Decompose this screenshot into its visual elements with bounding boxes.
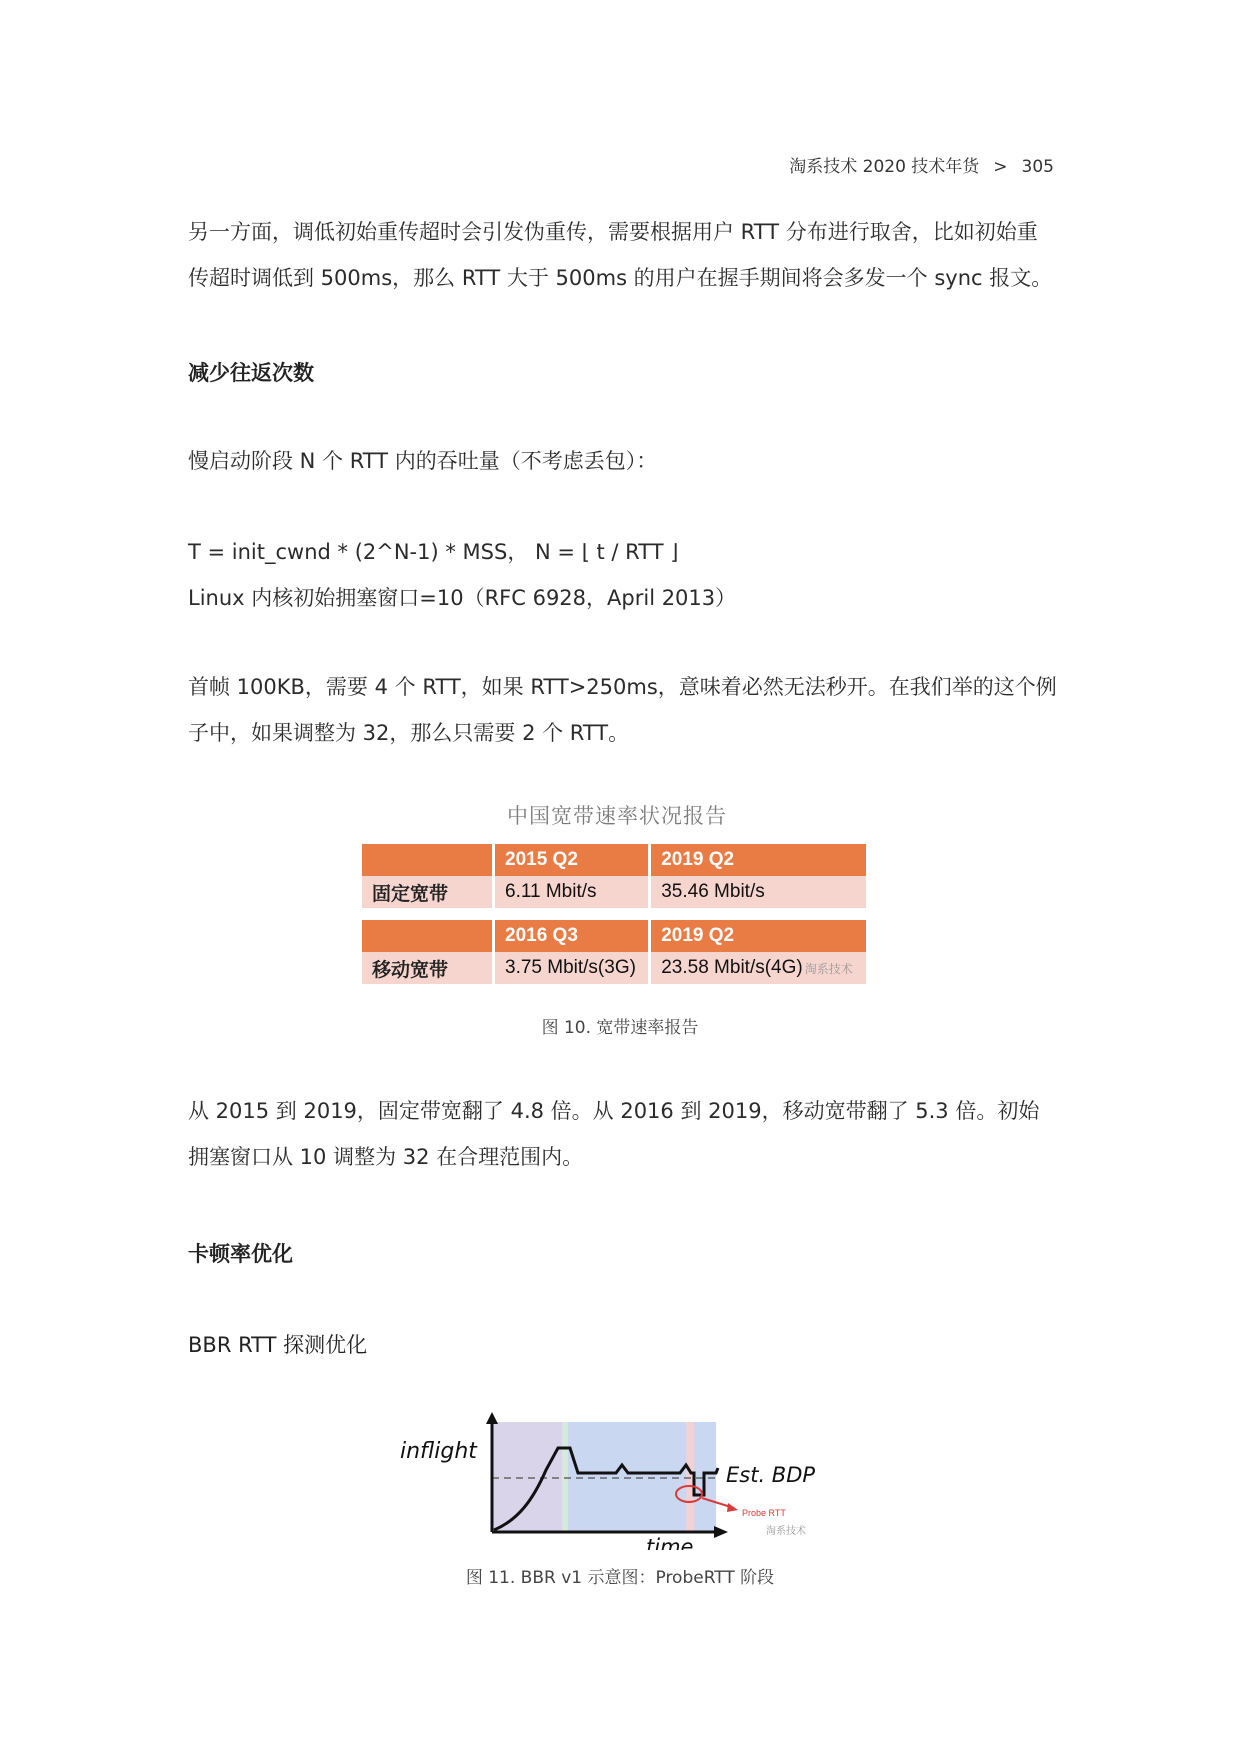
- figure-title: 中国宽带速率状况报告: [507, 804, 727, 828]
- figure-bbr-diagram: [398, 1410, 838, 1550]
- figure-bandwidth-report: [362, 800, 872, 984]
- page-header: [789, 152, 1054, 177]
- probe-rtt-pointer-head: [727, 1503, 738, 1512]
- table-header-cell: 2016 Q3: [495, 920, 648, 952]
- table-cell: 3.75 Mbit/s(3G): [495, 952, 648, 984]
- table-row: [362, 952, 866, 984]
- paragraph-first-frame: 首帧 100KB，需要 4 个 RTT，如果 RTT>250ms，意味着必然无法秒开。在我们举的这个例子中，如果调整为 32，那么只需要 2 个 RTT。: [188, 675, 1057, 745]
- phase-drain-band: [562, 1422, 568, 1532]
- table-cell-empty: [362, 920, 492, 952]
- table-row-label: 固定宽带: [362, 876, 492, 908]
- paragraph-slow-start: 慢启动阶段 N 个 RTT 内的吞吐量（不考虑丢包）：: [188, 449, 658, 473]
- figure-10-caption: 图 10. 宽带速率报告: [541, 1018, 699, 1038]
- heading-reduce-round-trips: 减少往返次数: [188, 361, 314, 385]
- figure-11-caption: 图 11. BBR v1 示意图：ProbeRTT 阶段: [465, 1568, 775, 1588]
- est-bdp-label: Est. BDP: [726, 1463, 816, 1487]
- table-header-cell: 2019 Q2: [651, 920, 866, 952]
- table-cell-empty: [362, 844, 492, 876]
- table-header-cell: 2015 Q2: [495, 844, 648, 876]
- y-axis-arrow: [486, 1412, 498, 1424]
- table-row: [362, 920, 866, 952]
- watermark: 淘系技术: [804, 962, 853, 976]
- table-cell: 35.46 Mbit/s: [651, 876, 866, 908]
- table-gap: [362, 908, 866, 920]
- heading-stall-optimization: 卡顿率优化: [188, 1242, 293, 1266]
- x-axis-arrow: [714, 1526, 728, 1538]
- phase-startup-band: [492, 1422, 562, 1532]
- watermark: 淘系技术: [766, 1526, 806, 1537]
- y-axis-label: inflight: [400, 1439, 477, 1464]
- heading-bbr-rtt-probe: BBR RTT 探测优化: [188, 1333, 368, 1357]
- book-title: 淘系技术 2020 技术年货: [789, 157, 980, 177]
- bbr-diagram-svg: [398, 1410, 838, 1550]
- page-number: 305: [1021, 157, 1054, 177]
- table-header-cell: 2019 Q2: [651, 844, 866, 876]
- probe-rtt-label: Probe RTT: [742, 1508, 786, 1518]
- table-row: [362, 844, 866, 876]
- formula-linux-cwnd: Linux 内核初始拥塞窗口=10（RFC 6928，April 2013）: [188, 586, 737, 610]
- paragraph-bandwidth-growth: 从 2015 到 2019，固定带宽翻了 4.8 倍。从 2016 到 2019，移动宽带翻了 5.3 倍。初始拥塞窗口从 10 调整为 32 在合理范围内。: [188, 1099, 1040, 1169]
- table-row: [362, 876, 866, 908]
- paragraph-retransmission-timeout: 另一方面，调低初始重传超时会引发伪重传，需要根据用户 RTT 分布进行取舍，比如初始重传超时调低到 500ms，那么 RTT 大于 500ms 的用户在握手期间将会多发一个 sync 报文。: [188, 220, 1053, 290]
- bandwidth-table: [359, 844, 869, 984]
- table-cell: 6.11 Mbit/s: [495, 876, 648, 908]
- phase-probe-bw-band: [568, 1422, 686, 1532]
- table-cell: [651, 952, 866, 984]
- header-separator: >: [993, 157, 1008, 177]
- table-row-label: 移动宽带: [362, 952, 492, 984]
- table-cell-value: 23.58 Mbit/s(4G): [661, 957, 803, 978]
- x-axis-label: time: [646, 1535, 694, 1550]
- formula-throughput: T = init_cwnd * (2^N-1) * MSS， N = ⌊ t / RTT ⌋: [188, 540, 679, 564]
